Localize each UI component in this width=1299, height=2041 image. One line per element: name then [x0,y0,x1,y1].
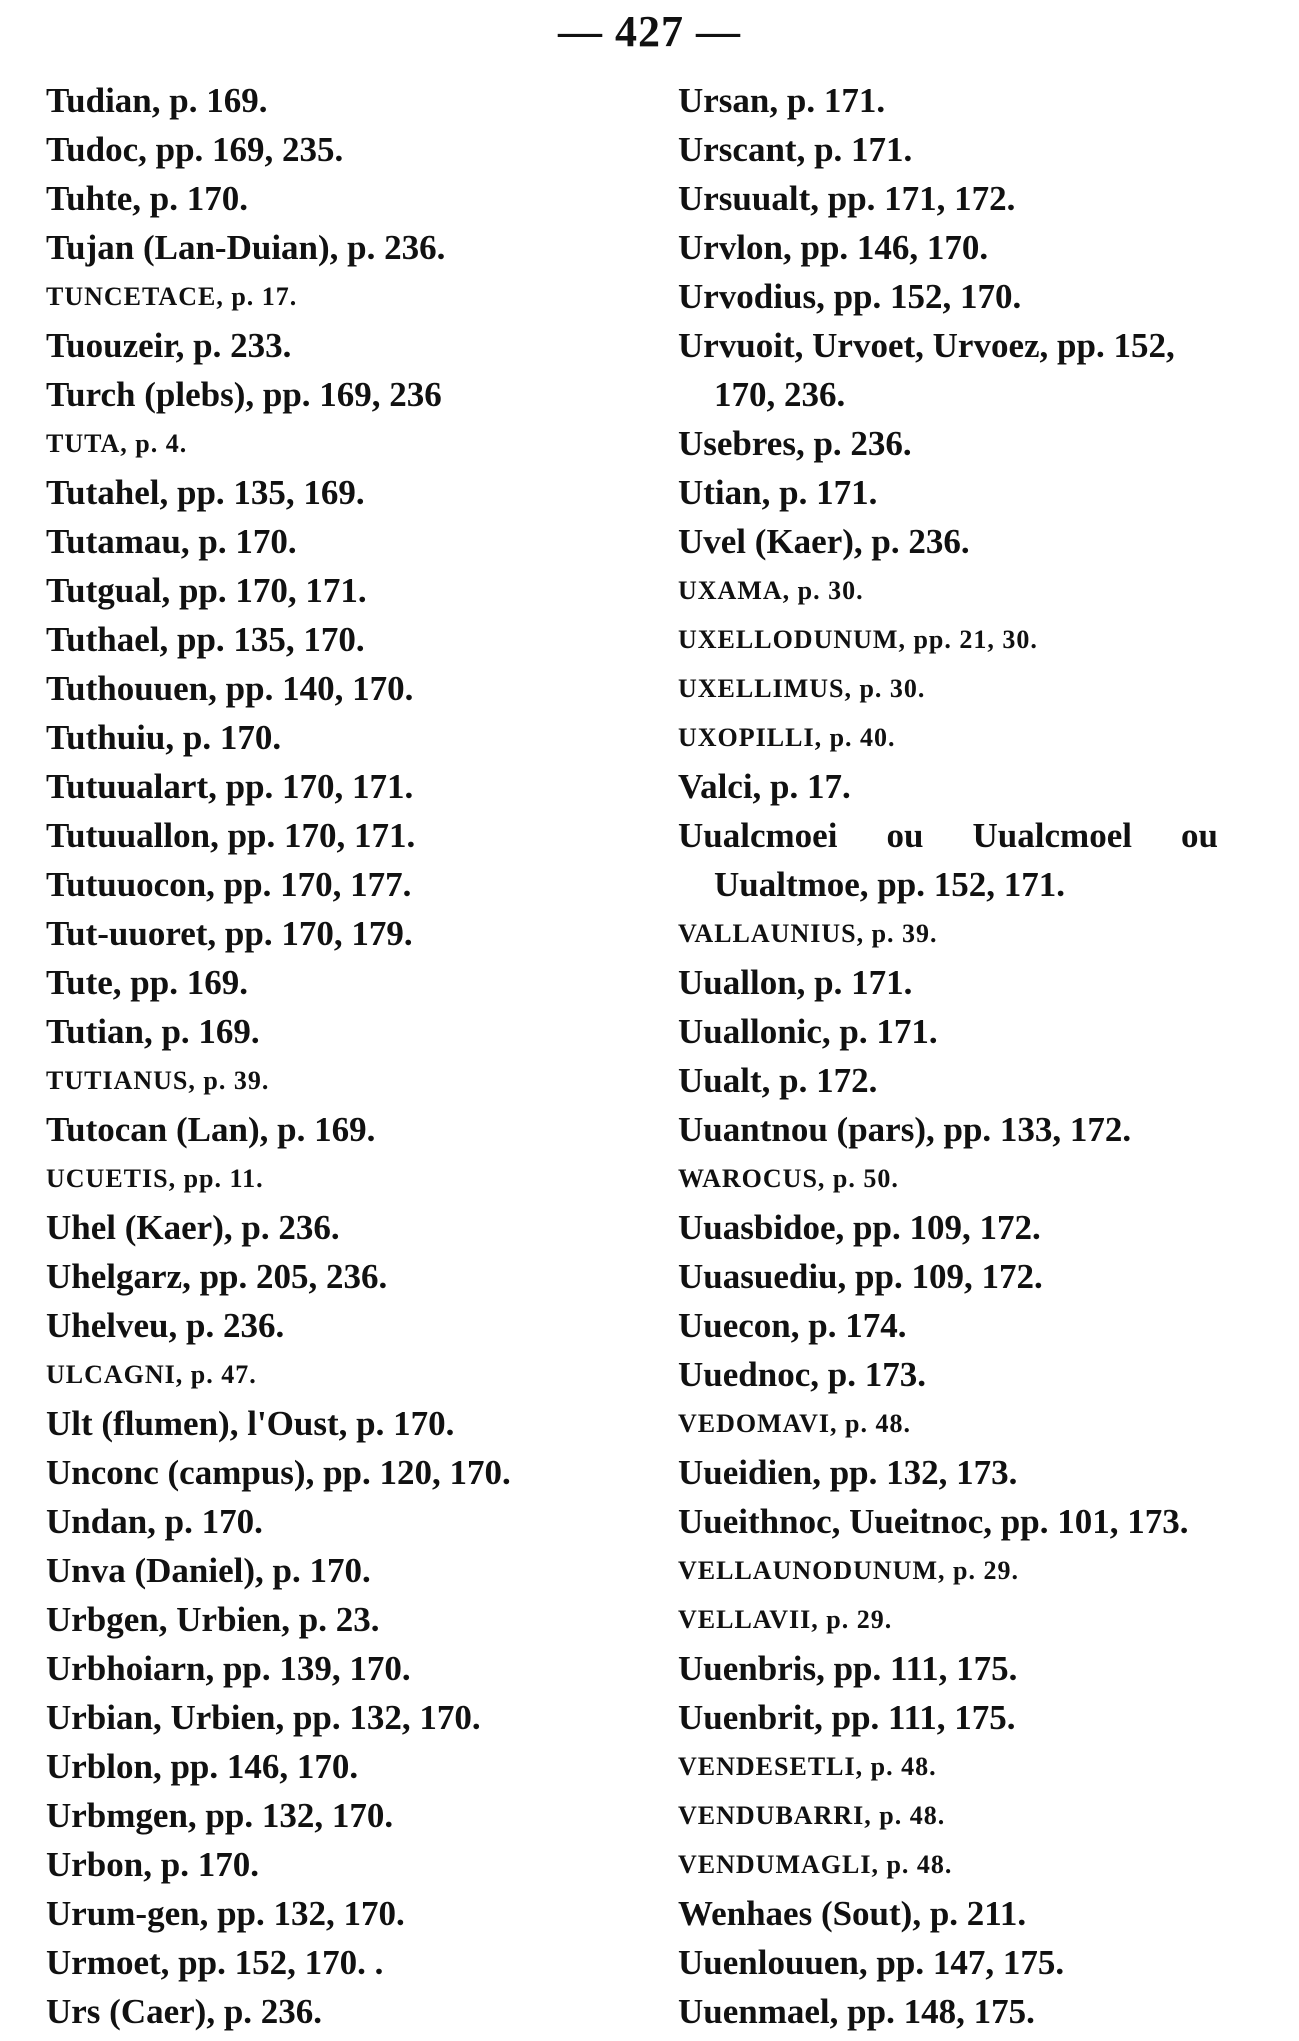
index-entry: VENDUMAGLI, p. 48. [678,1850,953,1879]
index-entry: Tutgual, pp. 170, 171. [46,571,367,610]
index-entry: Uueidien, pp. 132, 173. [678,1453,1018,1492]
index-entry: Uhel (Kaer), p. 236. [46,1208,340,1247]
index-entry: Uuednoc, p. 173. [678,1355,926,1394]
index-entry: ULCAGNI, p. 47. [46,1360,257,1389]
index-entry: Urbgen, Urbien, p. 23. [46,1600,380,1639]
index-entry: Tutuuallon, pp. 170, 171. [46,816,416,855]
index-entry: Tujan (Lan-Duian), p. 236. [46,228,446,267]
index-entry: Tuouzeir, p. 233. [46,326,292,365]
index-entry: VELLAUNODUNUM, p. 29. [678,1556,1019,1585]
index-entry: Usebres, p. 236. [678,424,912,463]
index-entry: Uuantnou (pars), pp. 133, 172. [678,1110,1132,1149]
index-entry: Tudoc, pp. 169, 235. [46,130,344,169]
index-entry-continuation: 170, 236. [714,375,846,414]
index-entry: Uhelveu, p. 236. [46,1306,285,1345]
index-entry: Tuhte, p. 170. [46,179,248,218]
index-entry: Uuenmael, pp. 148, 175. [678,1992,1035,2031]
index-entry: Unva (Daniel), p. 170. [46,1551,371,1590]
index-entry: Uuasuediu, pp. 109, 172. [678,1257,1043,1296]
index-entry: Ult (flumen), l'Oust, p. 170. [46,1404,455,1443]
index-entry: TUTA, p. 4. [46,429,188,458]
index-entry: Ursan, p. 171. [678,81,886,120]
index-entry: Tut-uuoret, pp. 170, 179. [46,914,413,953]
index-entry: Urs (Caer), p. 236. [46,1992,323,2031]
index-entry: VENDUBARRI, p. 48. [678,1801,946,1830]
index-entry: Unconc (campus), pp. 120, 170. [46,1453,511,1492]
page-number: — 427 — [558,7,741,56]
index-entry: Tuthouuen, pp. 140, 170. [46,669,414,708]
index-entry: Urscant, p. 171. [678,130,913,169]
index-entry: Urvlon, pp. 146, 170. [678,228,989,267]
index-entry: Tutuuocon, pp. 170, 177. [46,865,412,904]
index-entry: Uuenbris, pp. 111, 175. [678,1649,1018,1688]
index-entry: Uuallonic, p. 171. [678,1012,938,1051]
index-entry: Uuenbrit, pp. 111, 175. [678,1698,1016,1737]
index-column-right [678,76,1218,2036]
index-entry: Uualt, p. 172. [678,1061,878,1100]
index-entry: Tuthael, pp. 135, 170. [46,620,365,659]
index-entry: TUNCETACE, p. 17. [46,282,298,311]
index-entry: Ursuualt, pp. 171, 172. [678,179,1016,218]
index-entry: Turch (plebs), pp. 169, 236 [46,375,442,414]
index-entry: Uuallon, p. 171. [678,963,913,1002]
index-entry: Tutuualart, pp. 170, 171. [46,767,414,806]
index-entry: Tute, pp. 169. [46,963,248,1002]
index-entry: Tutian, p. 169. [46,1012,260,1051]
index-entry: WAROCUS, p. 50. [678,1164,899,1193]
index-entry: Tudian, p. 169. [46,81,268,120]
index-entry: Uuasbidoe, pp. 109, 172. [678,1208,1041,1247]
index-entry-continuation: Uualtmoe, pp. 152, 171. [714,865,1065,904]
index-entry: Utian, p. 171. [678,473,878,512]
index-entry: Tutocan (Lan), p. 169. [46,1110,376,1149]
index-entry: Urvuoit, Urvoet, Urvoez, pp. 152, [678,326,1175,365]
index-entry: Tuthuiu, p. 170. [46,718,282,757]
index-entry: TUTIANUS, p. 39. [46,1066,270,1095]
index-entry: Urblon, pp. 146, 170. [46,1747,359,1786]
index-entry: VELLAVII, p. 29. [678,1605,893,1634]
index-entry: Undan, p. 170. [46,1502,263,1541]
index-entry: UXOPILLI, p. 40. [678,723,896,752]
index-entry: UXELLIMUS, p. 30. [678,674,926,703]
index-entry: Tutamau, p. 170. [46,522,297,561]
index-entry: UXELLODUNUM, pp. 21, 30. [678,625,1038,654]
index-entry: Urum-gen, pp. 132, 170. [46,1894,405,1933]
index-entry: UCUETIS, pp. 11. [46,1164,264,1193]
index-entry: Uvel (Kaer), p. 236. [678,522,970,561]
index-entry: VEDOMAVI, p. 48. [678,1409,911,1438]
index-entry: Urbhoiarn, pp. 139, 170. [46,1649,411,1688]
index-entry: Urbian, Urbien, pp. 132, 170. [46,1698,481,1737]
index-entry: VALLAUNIUS, p. 39. [678,919,938,948]
index-entry: Uualcmoei ou Uualcmoel ou [678,816,1218,855]
index-entry: Uhelgarz, pp. 205, 236. [46,1257,388,1296]
index-entry: Urbmgen, pp. 132, 170. [46,1796,394,1835]
index-entry: UXAMA, p. 30. [678,576,864,605]
index-entry: Uueithnoc, Uueitnoc, pp. 101, 173. [678,1502,1189,1541]
index-entry: Wenhaes (Sout), p. 211. [678,1894,1027,1933]
index-column-left [46,76,626,2036]
index-entry: Valci, p. 17. [678,767,851,806]
index-entry: Tutahel, pp. 135, 169. [46,473,365,512]
index-entry: Uuenlouuen, pp. 147, 175. [678,1943,1065,1982]
index-entry: Uuecon, p. 174. [678,1306,907,1345]
index-entry: Urmoet, pp. 152, 170. . [46,1943,384,1982]
index-entry: VENDESETLI, p. 48. [678,1752,937,1781]
index-entry: Urvodius, pp. 152, 170. [678,277,1022,316]
index-entry: Urbon, p. 170. [46,1845,259,1884]
